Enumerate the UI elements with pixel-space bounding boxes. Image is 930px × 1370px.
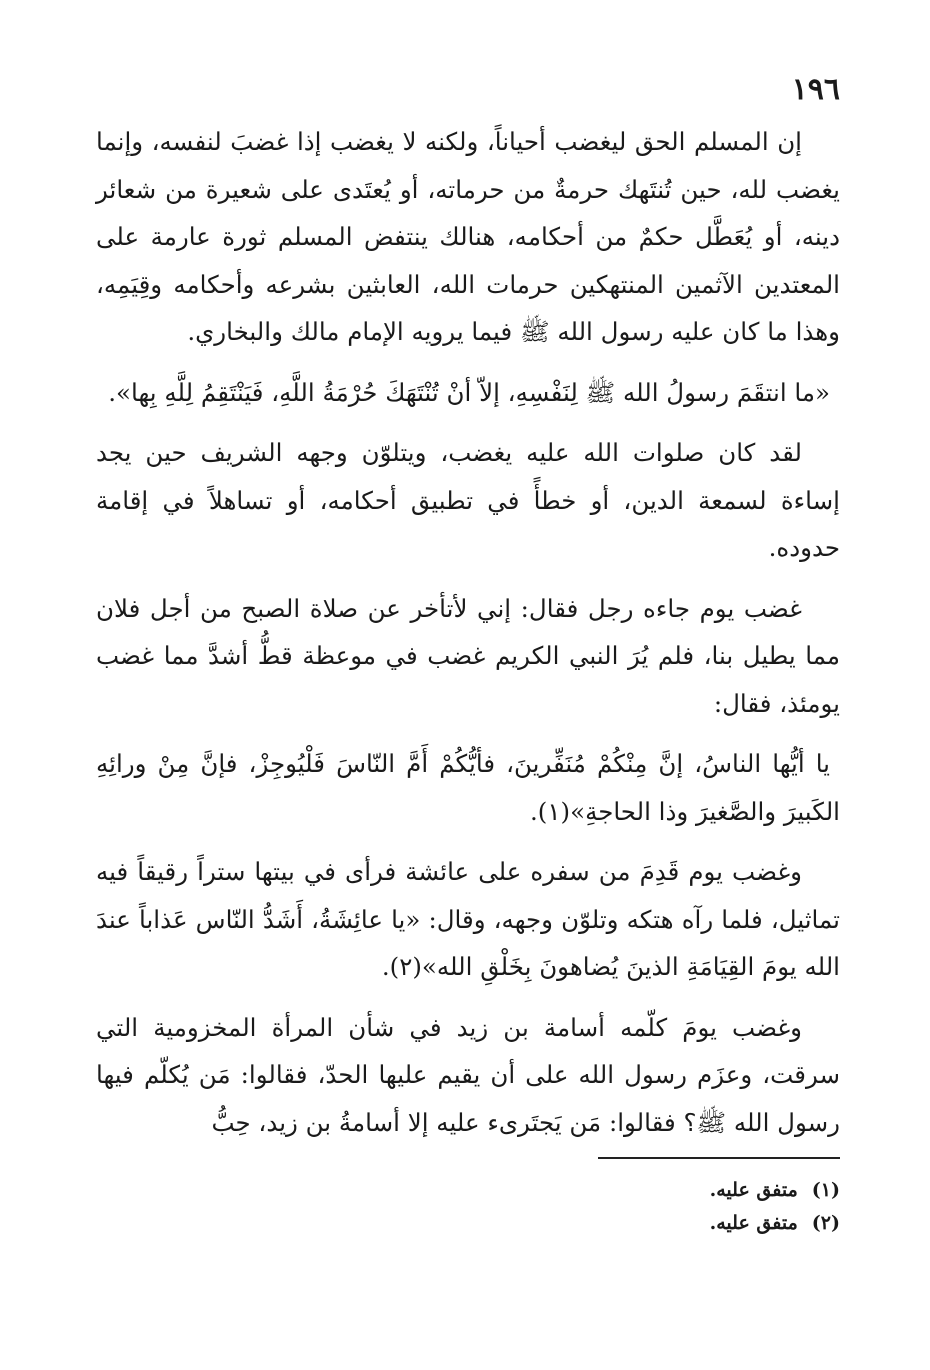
footnote-number: (٢) — [811, 1212, 840, 1234]
hadith-quote-1: «ما انتقَمَ رسولُ الله ﷺ لِنَفْسِهِ، إلاّ أنْ تُنْتَهَكَ حُرْمَةُ اللَّهِ، فَيَنْتَقِمُ لِلَّهِ بِها». — [108, 377, 830, 407]
page-number: ١٩٦ — [791, 72, 840, 107]
paragraph-intro: إن المسلم الحق ليغضب أحياناً، ولكنه لا يغضب إذا غضبَ لنفسه، وإنما يغضب لله، حين تُنتَهك حرمةٌ من حرماته، أو يُعتَدى على شعيرة من شعائر دينه، أو يُعَطَّل حكمٌ من أحكامه، هنالك ينتفض المسلم ثورة عارمة على المعتدين الآثمين المنتهكين حرمات الله، العابثين بشرعه وأحكامه وقِيَمِه، وهذا ما كان عليه رسول الله ﷺ فيما يرويه الإمام مالك والبخاري. — [96, 127, 840, 346]
footnote-text: متفق عليه. — [709, 1212, 798, 1234]
paragraph-anger: لقد كان صلوات الله عليه يغضب، ويتلوّن وجهه الشريف حين يجد إساءة لسمعة الدين، أو خطأً في تطبيق أحكامه، أو تساهلاً في إقامة حدوده. — [96, 438, 840, 562]
paragraph-morning-prayer: غضب يوم جاءه رجل فقال: إني لأتأخر عن صلاة الصبح من أجل فلان مما يطيل بنا، فلم يُرَ النبي الكريم غضب في موعظة قطُّ أشدَّ مما غضب يومئذ، فقال: — [96, 593, 840, 718]
footnote-text: متفق عليه. — [709, 1179, 798, 1201]
main-text — [96, 118, 840, 1159]
footnote-number: (١) — [811, 1179, 840, 1201]
footnotes — [440, 1174, 840, 1240]
footnote-2 — [440, 1207, 840, 1240]
paragraph-aisha: وغضب يوم قَدِمَ من سفره على عائشة فرأى في بيتها ستراً رقيقاً فيه تماثيل، فلما رآه هتكه وتلوّن وجهه، وقال: «يا عائِشَةُ، أَشَدُّ النّاس عَذاباً عندَ الله يومَ القِيَامَةِ الذينَ يُضاهونَ بِخَلْقِ الله»(٢). — [96, 857, 840, 981]
hadith-quote-2: يا أيُّها الناسُ، إنَّ مِنْكُمْ مُنَفِّرينَ، فأيُّكُمْ أَمَّ النّاسَ فَلْيُوجِزْ، فإنَّ مِنْ ورائِهِ الكَبيرَ والصَّغيرَ وذا الحاجةِ»(١). — [96, 749, 840, 826]
paragraph-usama: وغضب يومَ كلّمه أسامة بن زيد في شأن المرأة المخزومية التي سرقت، وعزَم رسول الله على أن يقيم عليها الحدّ، فقالوا: مَن يُكلّم فيها رسول الله ﷺ؟ فقالوا: مَن يَجتَرىء عليه إلا أسامةُ بن زيد، حِبُّ — [96, 1012, 840, 1137]
footnote-divider — [598, 1157, 840, 1159]
footnote-1 — [440, 1174, 840, 1207]
